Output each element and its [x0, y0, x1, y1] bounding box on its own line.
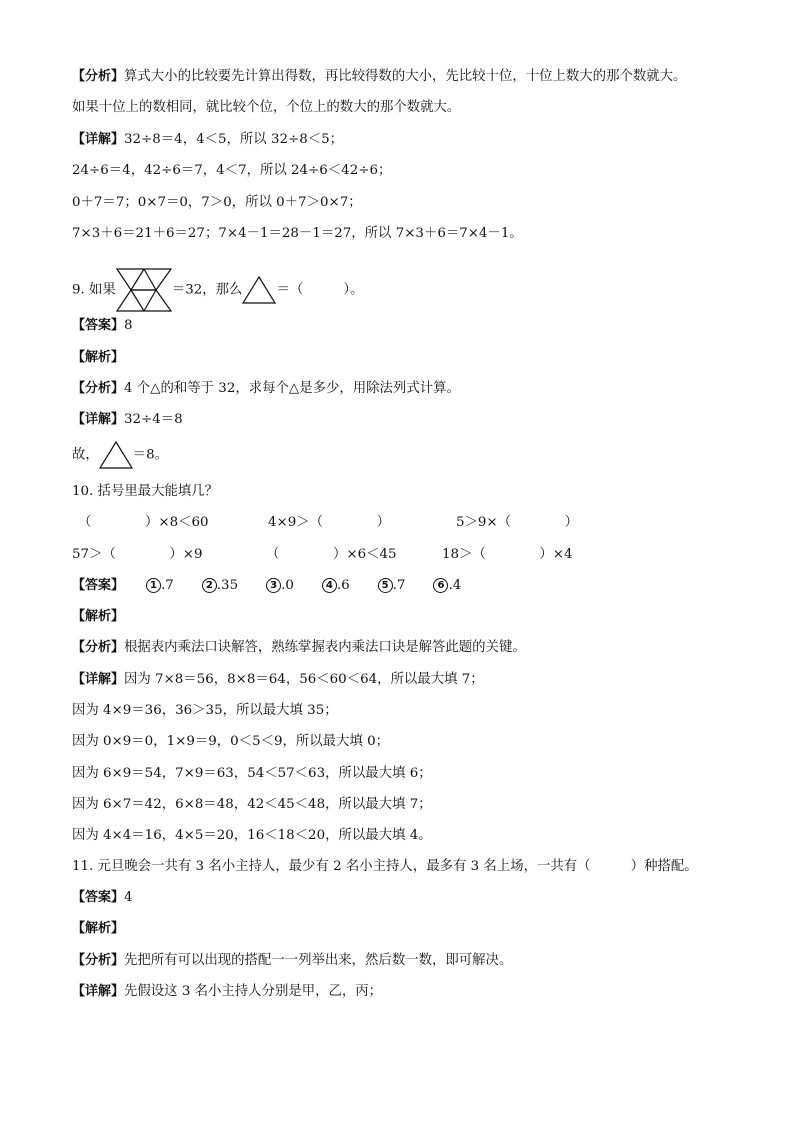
analysis-text: 算式大小的比较要先计算出得数，再比较得数的大小，先比较十位，十位上数大的那个数就大。 [124, 69, 687, 84]
analysis-tag: 【分析】 [72, 640, 125, 655]
conclusion-prefix: 故， [72, 447, 99, 463]
detail-text: 因为 7×8＝56，8×8＝64，56＜60＜64，所以最大填 7； [124, 672, 484, 687]
prev-detail-line-3: 0＋7＝7；0×7＝0，7＞0，所以 0＋7＞0×7； [72, 195, 362, 210]
q10-analysis [72, 639, 526, 657]
detail-text: 32÷4＝8 [124, 412, 183, 427]
q10-jiexi [72, 608, 124, 626]
conclusion-eq: ＝8。 [132, 447, 169, 463]
q10-detail-3: 因为 0×9＝0，1×9＝9，0＜5＜9，所以最大填 0； [72, 734, 390, 749]
prev-detail-line-1 [72, 131, 343, 149]
q9-conclusion [72, 441, 168, 470]
q11-analysis [72, 952, 512, 970]
prev-analysis-line-2: 如果十位上的数相同，就比较个位，个位上的数大的那个数就大。 [72, 100, 461, 115]
q10-blank-5: （ ）×6＜45 [266, 547, 397, 562]
circled-number: 5 [378, 578, 393, 593]
q10-blank-4: 57＞（ ）×9 [72, 547, 203, 562]
analysis-tag: 【分析】 [72, 953, 125, 968]
q10-title: 10. 括号里最大能填几？ [72, 484, 219, 499]
analysis-tag: 【分析】 [72, 69, 125, 84]
circled-number: 4 [322, 578, 337, 593]
analysis-text: 先把所有可以出现的搭配一一列举出来，然后数一数，即可解决。 [124, 953, 513, 968]
answer-value: .4 [448, 578, 462, 593]
jiexi-tag: 【解析】 [72, 921, 125, 936]
q9-jiexi [72, 349, 124, 367]
detail-tag: 【详解】 [72, 984, 125, 999]
detail-tag: 【详解】 [72, 412, 125, 427]
answer-tag: 【答案】 [72, 578, 125, 593]
answer-value: .6 [336, 578, 350, 593]
q9-question [72, 268, 363, 312]
answer-tag: 【答案】 [72, 890, 125, 905]
analysis-tag: 【分析】 [72, 381, 125, 396]
jiexi-tag: 【解析】 [72, 350, 125, 365]
answer-text: 8 [124, 318, 133, 333]
circled-number: 3 [266, 578, 281, 593]
prev-analysis-line-1 [72, 68, 686, 86]
triangle-icon [242, 276, 276, 304]
q9-prefix: 9. 如果 [72, 282, 116, 298]
prev-detail-line-4: 7×3＋6＝21＋6＝27；7×4－1＝28－1＝27，所以 7×3＋6＝7×4－1。 [72, 226, 523, 241]
q10-detail-2: 因为 4×9＝36，36＞35，所以最大填 35； [72, 703, 338, 718]
circled-number: 2 [202, 578, 217, 593]
four-triangles-figure [116, 268, 172, 312]
q9-answer [72, 317, 133, 335]
detail-text: 先假设这 3 名小主持人分别是甲，乙，丙； [124, 984, 383, 999]
answer-value: .35 [216, 578, 239, 593]
circled-number: 1 [146, 578, 161, 593]
detail-tag: 【详解】 [72, 132, 125, 147]
analysis-text: 根据表内乘法口诀解答，熟练掌握表内乘法口诀是解答此题的关键。 [124, 640, 526, 655]
q10-detail-4: 因为 6×9＝54，7×9＝63，54＜57＜63，所以最大填 6； [72, 766, 432, 781]
q11-answer [72, 889, 133, 907]
q10-detail-5: 因为 6×7＝42，6×8＝48，42＜45＜48，所以最大填 7； [72, 797, 432, 812]
q11-jiexi [72, 920, 124, 938]
q9-eq: ＝32，那么 [171, 282, 243, 298]
answer-value: .7 [161, 578, 174, 593]
answer-tag: 【答案】 [72, 318, 125, 333]
q10-blank-6: 18＞（ ）×4 [442, 547, 573, 562]
answer-value: .0 [281, 578, 294, 593]
detail-tag: 【详解】 [72, 672, 125, 687]
q10-detail-6: 因为 4×4＝16，4×5＝20，16＜18＜20，所以最大填 4。 [72, 828, 432, 843]
q10-detail-1 [72, 671, 484, 689]
q11-detail [72, 983, 382, 1001]
detail-text: 32÷8＝4，4＜5，所以 32÷8＜5； [124, 132, 344, 147]
answer-text: 4 [124, 890, 133, 905]
q10-blank-2: 4×9＞（ ） [268, 515, 390, 530]
q11-title: 11. 元旦晚会一共有 3 名小主持人，最少有 2 名小主持人，最多有 3 名上场，一共有（ ）种搭配。 [72, 859, 698, 874]
q9-eq2: ＝（ ）。 [276, 282, 364, 298]
q10-blank-3: 5＞9×（ ） [456, 515, 578, 530]
q9-analysis [72, 380, 460, 398]
triangle-icon [99, 441, 133, 469]
circled-number: 6 [433, 578, 448, 593]
q10-blank-1: （ ）×8＜60 [78, 515, 209, 530]
q9-detail [72, 411, 183, 429]
q10-answer [72, 577, 461, 595]
answer-value: .7 [392, 578, 406, 593]
analysis-text: 4 个△的和等于 32，求每个△是多少，用除法列式计算。 [124, 381, 460, 396]
jiexi-tag: 【解析】 [72, 609, 125, 624]
prev-detail-line-2: 24÷6＝4，42÷6＝7，4＜7，所以 24÷6＜42÷6； [72, 163, 392, 178]
